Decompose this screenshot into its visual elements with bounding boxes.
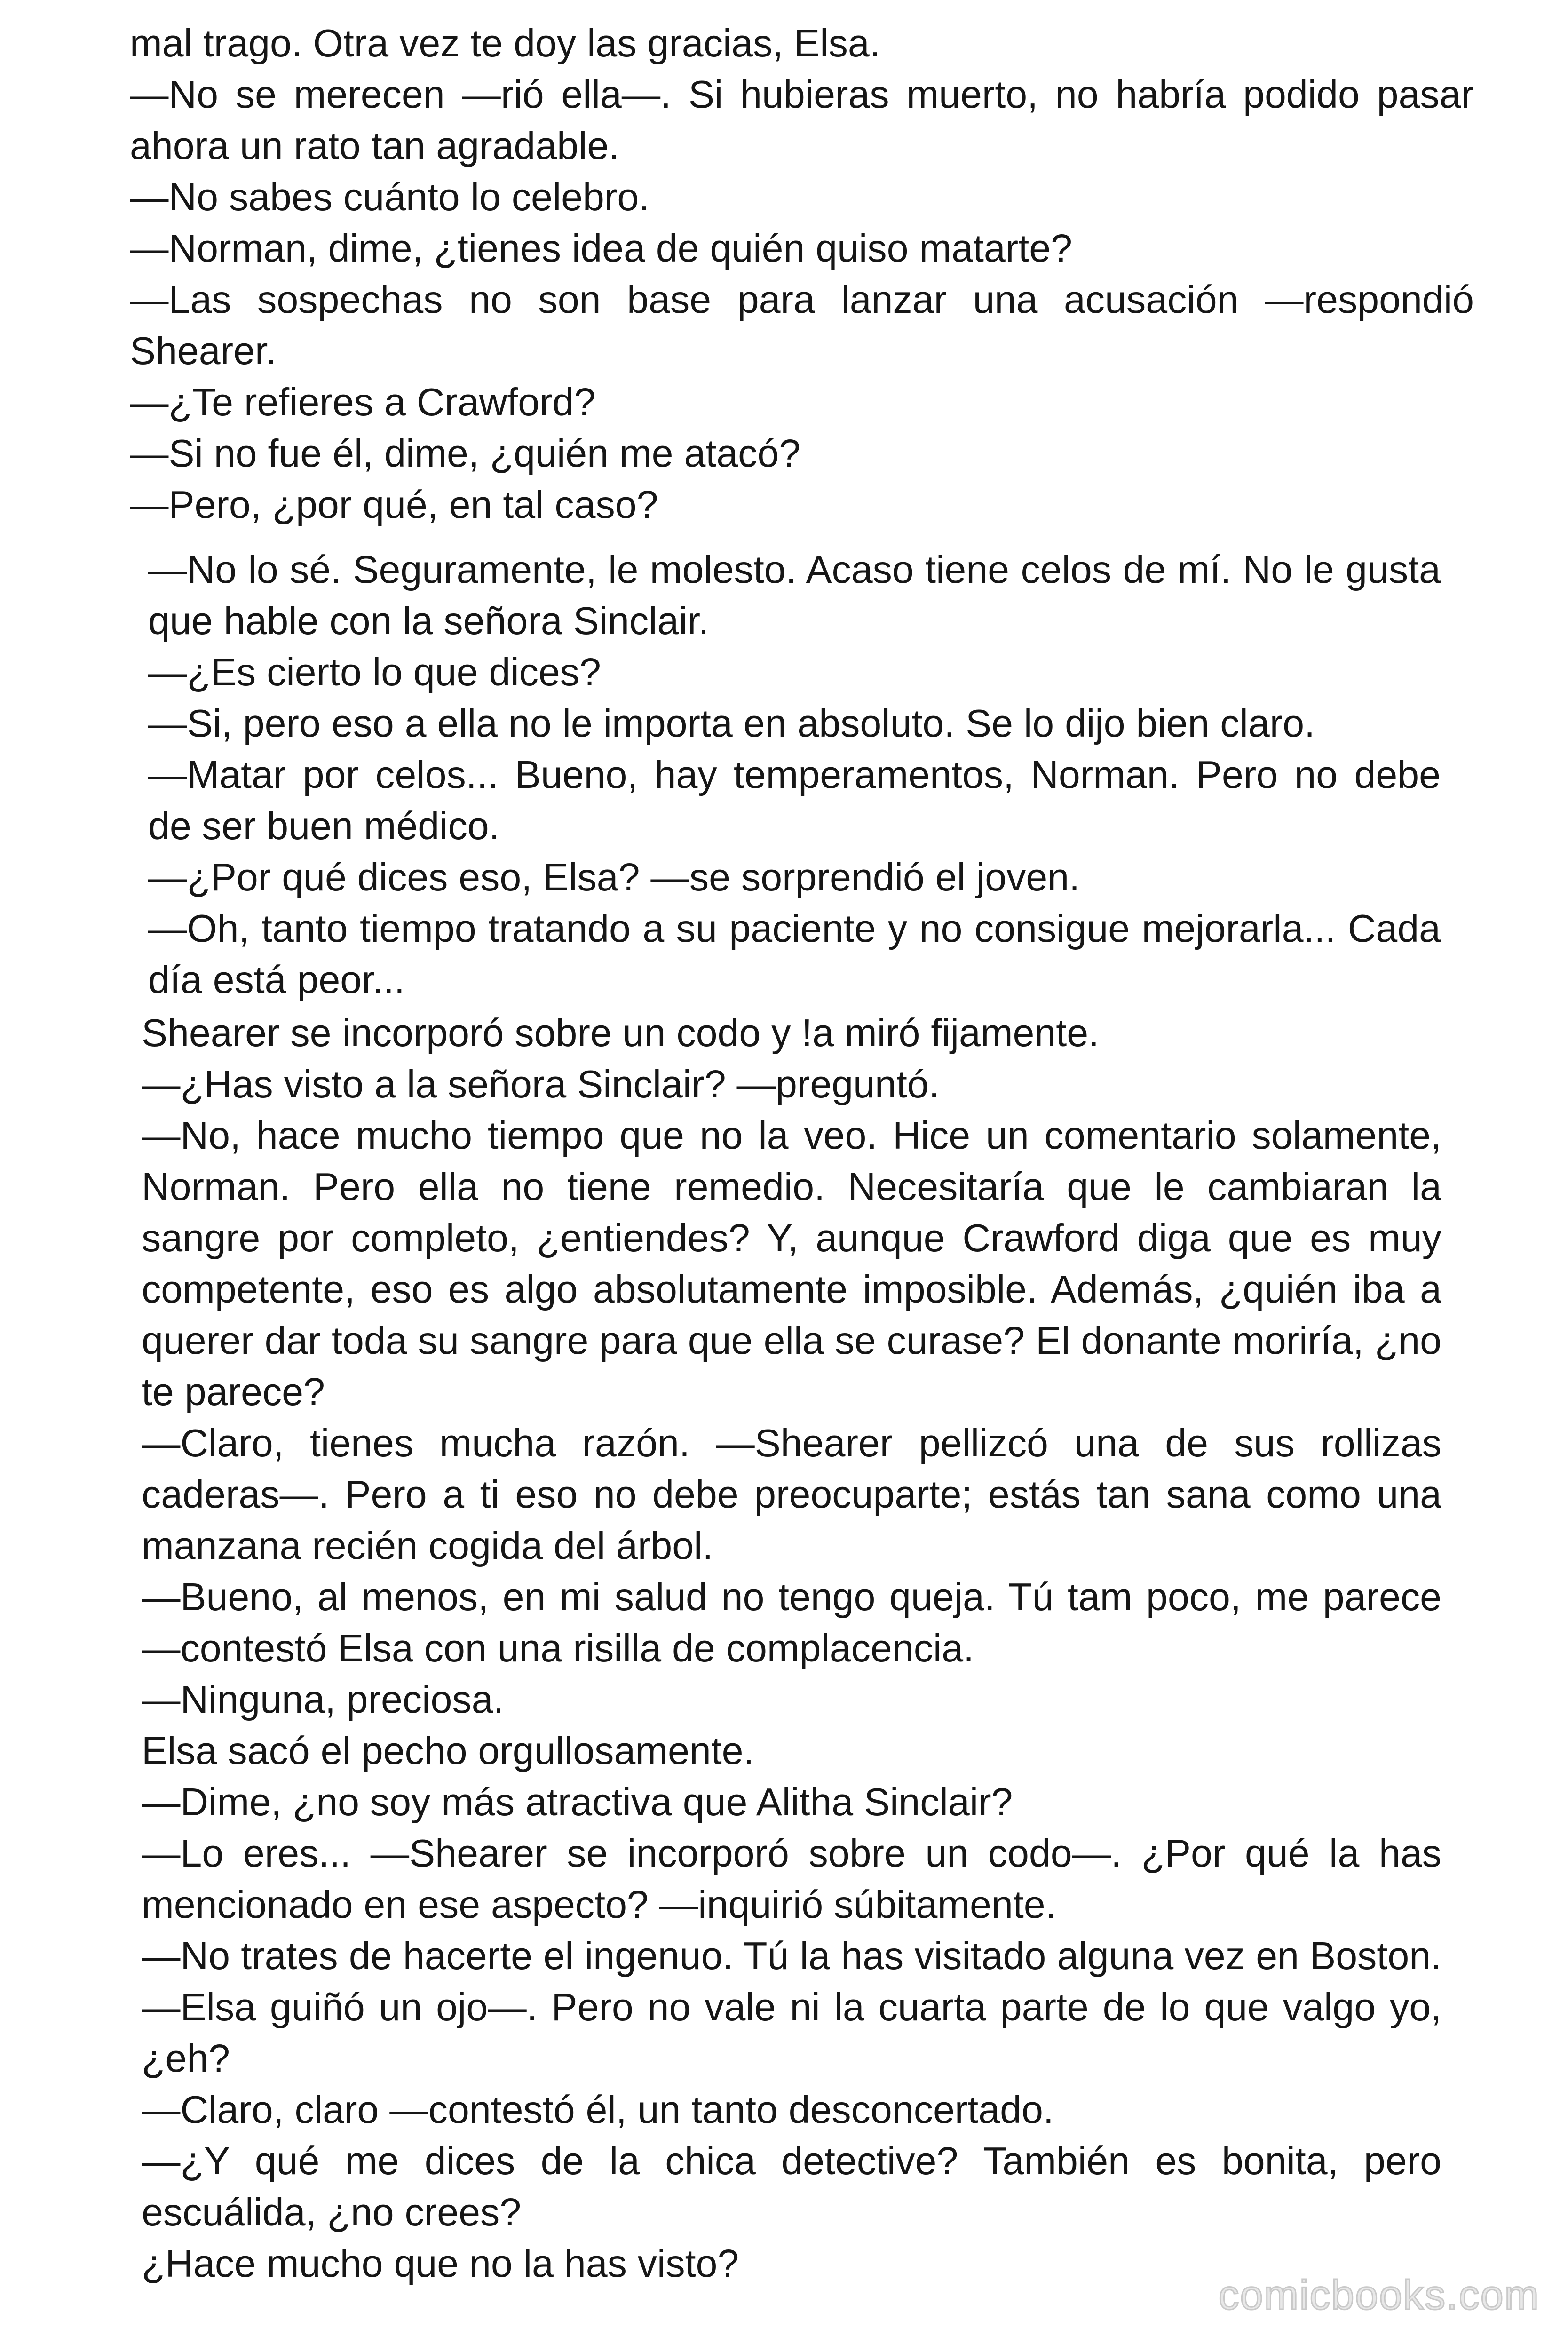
paragraph: mal trago. Otra vez te doy las gracias, Elsa. — [130, 22, 880, 65]
paragraph: —No sabes cuánto lo celebro. — [130, 175, 650, 219]
paragraph: ¿Hace mucho que no la has visto? — [142, 2242, 739, 2285]
paragraph: —Oh, tanto tiempo tratando a su paciente y no consigue mejorarla... Cada día está peor... — [148, 907, 1441, 1001]
paragraph: —No trates de hacerte el ingenuo. Tú la has visitado alguna vez en Boston. —Elsa guiñó un ojo—. Pero no vale ni la cuarta parte de lo que valgo yo, ¿eh? — [142, 1934, 1441, 2080]
paragraph: —¿Y qué me dices de la chica detective? También es bonita, pero escuálida, ¿no crees? — [142, 2139, 1441, 2234]
paragraph: —¿Te refieres a Crawford? — [130, 381, 596, 424]
text-block-top — [130, 18, 1474, 531]
text-block-bottom — [142, 1008, 1441, 2289]
paragraph: —Bueno, al menos, en mi salud no tengo queja. Tú tam poco, me parece —contestó Elsa con una risilla de complacencia. — [142, 1575, 1441, 1670]
paragraph: —Matar por celos... Bueno, hay temperamentos, Norman. Pero no debe de ser buen médico. — [148, 753, 1441, 848]
paragraph: —Claro, tienes mucha razón. —Shearer pellizcó una de sus rollizas caderas—. Pero a ti eso no debe preocuparte; estás tan sana como una manzana recién cogida del árbol. — [142, 1422, 1441, 1567]
watermark: comicbooks.com — [1218, 2272, 1540, 2318]
paragraph: —Pero, ¿por qué, en tal caso? — [130, 483, 658, 526]
paragraph: —No se merecen —rió ella—. Si hubieras muerto, no habría podido pasar ahora un rato tan agradable. — [130, 73, 1474, 167]
paragraph: —Si, pero eso a ella no le importa en absoluto. Se lo dijo bien claro. — [148, 702, 1315, 745]
paragraph: —Lo eres... —Shearer se incorporó sobre un codo—. ¿Por qué la has mencionado en ese aspecto? —inquirió súbitamente. — [142, 1832, 1441, 1926]
paragraph: Shearer se incorporó sobre un codo y !a miró fijamente. — [142, 1011, 1100, 1055]
paragraph: —Dime, ¿no soy más atractiva que Alitha Sinclair? — [142, 1780, 1013, 1824]
paragraph: —¿Es cierto lo que dices? — [148, 651, 601, 694]
paragraph: —No lo sé. Seguramente, le molesto. Acaso tiene celos de mí. No le gusta que hable con la señora Sinclair. — [148, 548, 1441, 643]
paragraph: —Las sospechas no son base para lanzar una acusación —respondió Shearer. — [130, 278, 1474, 373]
paragraph: —Si no fue él, dime, ¿quién me atacó? — [130, 432, 801, 475]
paragraph: —No, hace mucho tiempo que no la veo. Hice un comentario solamente, Norman. Pero ella no tiene remedio. Necesitaría que le cambiaran la sangre por completo, ¿entiendes? Y, aunque Crawford diga que es muy competente, eso es algo absolutamente imposible. Además, ¿quién iba a querer dar toda su sangre para que ella se curase? El donante moriría, ¿no te parece? — [142, 1114, 1441, 1414]
text-block-middle — [148, 544, 1441, 1006]
paragraph: —Claro, claro —contestó él, un tanto desconcertado. — [142, 2088, 1054, 2131]
paragraph: Elsa sacó el pecho orgullosamente. — [142, 1729, 754, 1772]
paragraph: —¿Por qué dices eso, Elsa? —se sorprendió el joven. — [148, 856, 1080, 899]
paragraph: —¿Has visto a la señora Sinclair? —preguntó. — [142, 1063, 940, 1106]
paragraph: —Norman, dime, ¿tienes idea de quién quiso matarte? — [130, 227, 1072, 270]
paragraph: —Ninguna, preciosa. — [142, 1678, 504, 1721]
